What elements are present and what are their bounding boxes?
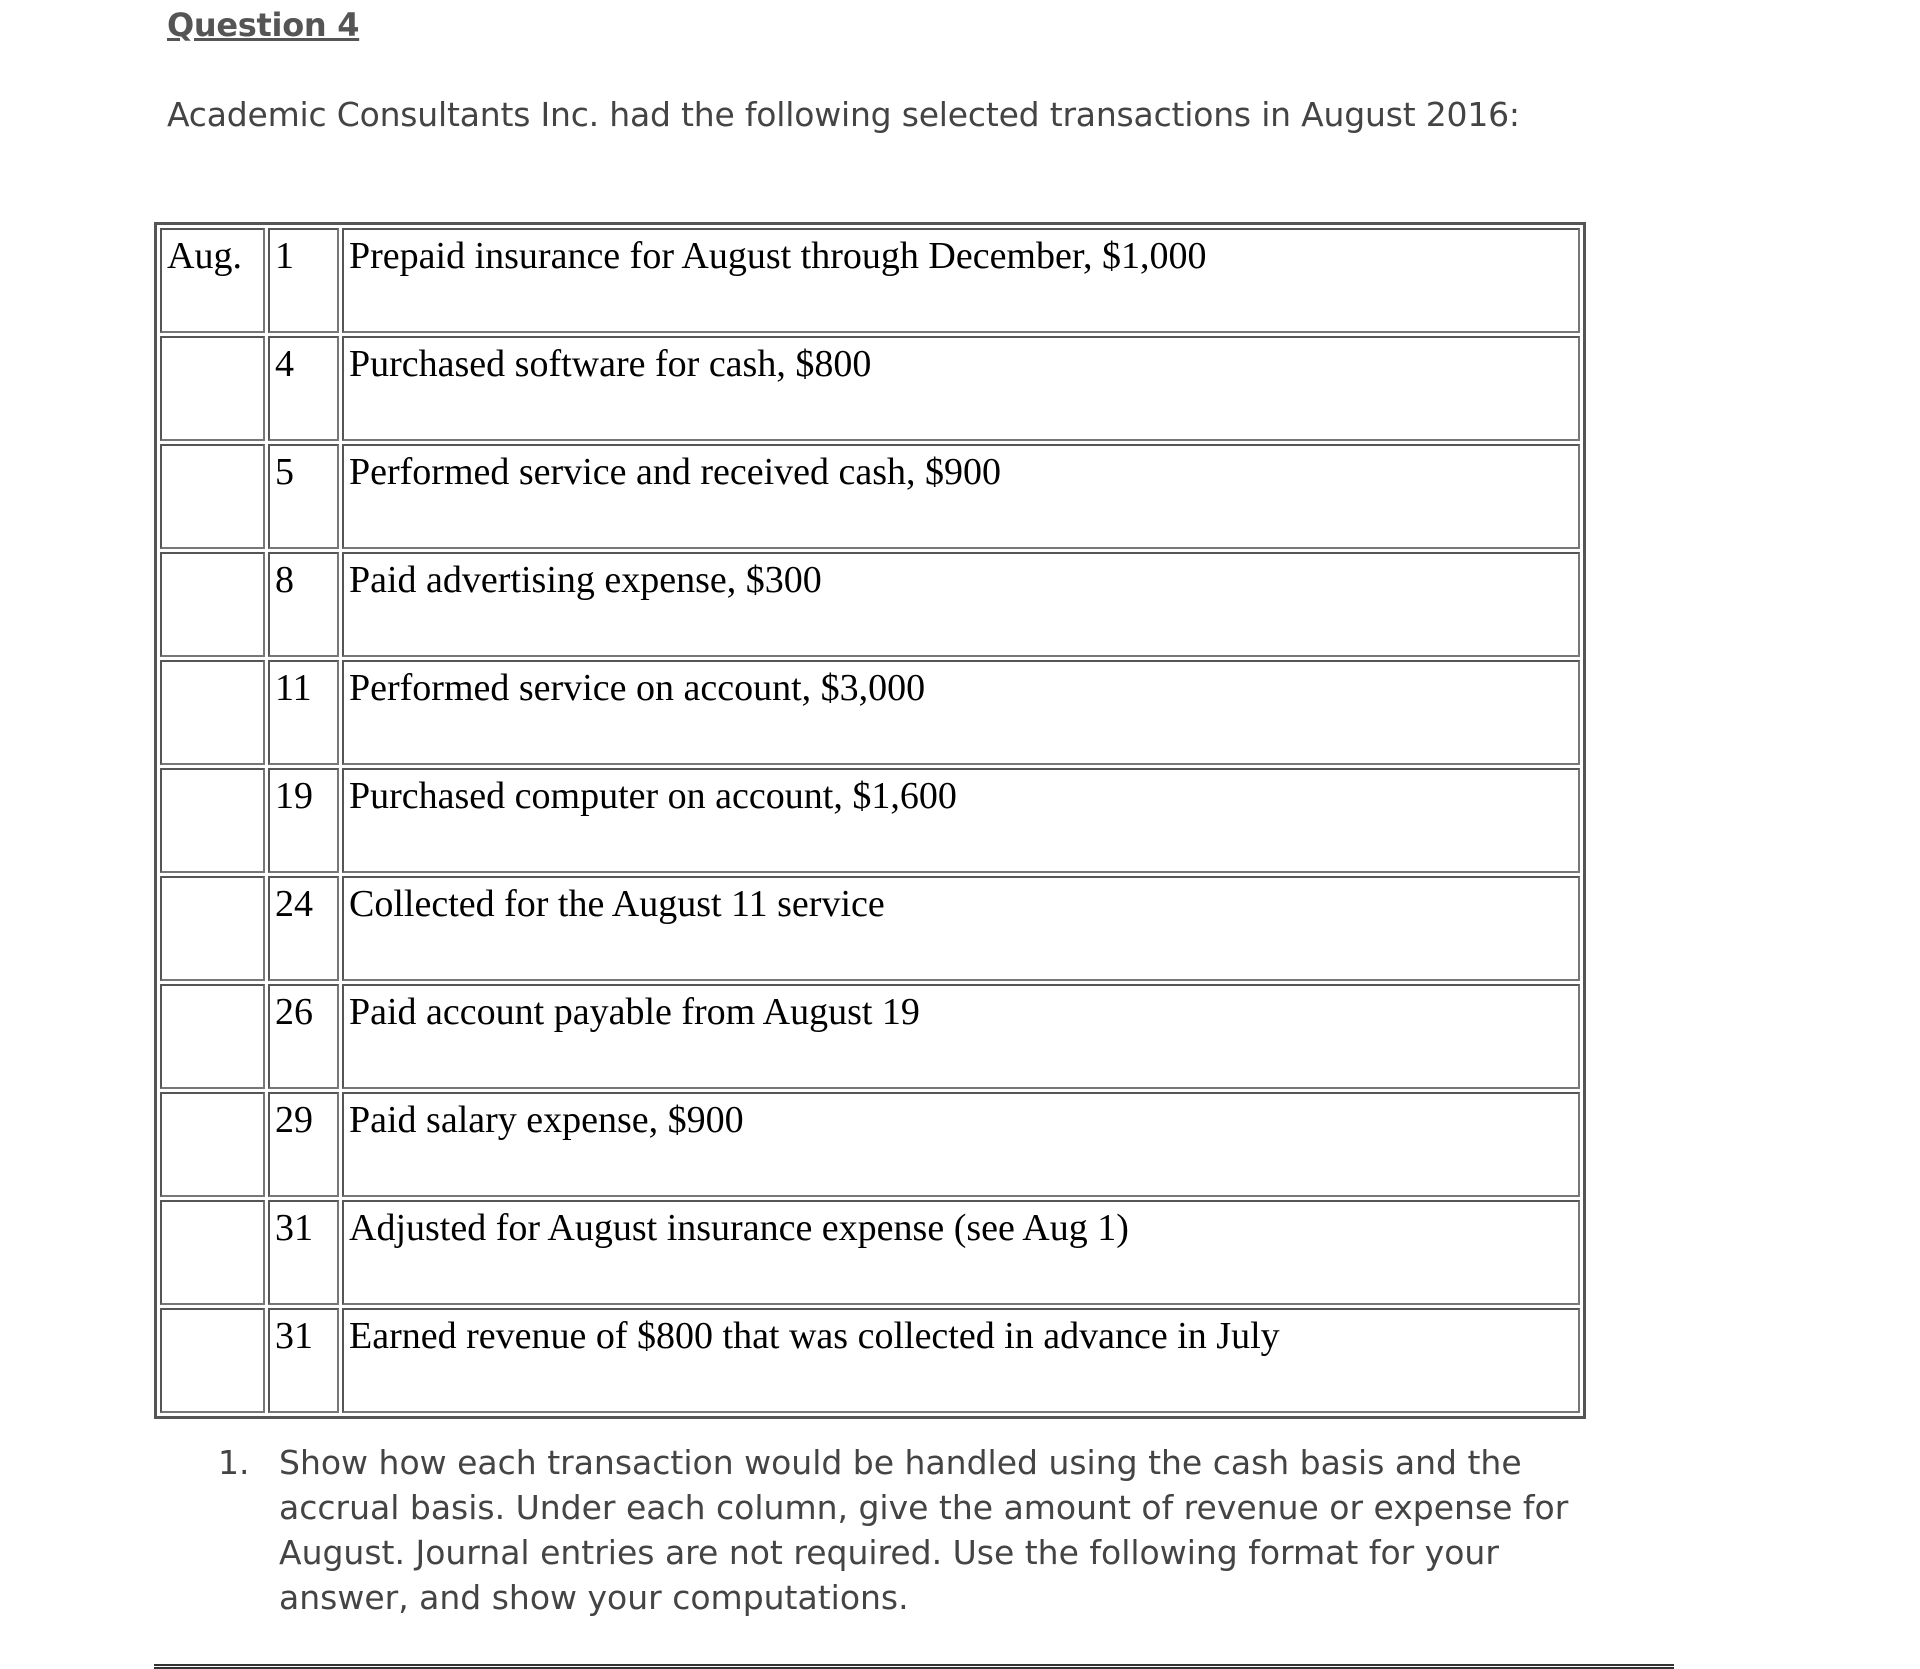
transaction-day: 4	[268, 336, 339, 441]
transaction-month	[160, 336, 265, 441]
transaction-description: Performed service on account, $3,000	[342, 660, 1580, 765]
transaction-month	[160, 552, 265, 657]
transaction-description: Paid account payable from August 19	[342, 984, 1580, 1089]
transaction-row	[160, 444, 1580, 549]
transaction-day: 31	[268, 1308, 339, 1413]
transaction-month	[160, 768, 265, 873]
transaction-day: 19	[268, 768, 339, 873]
instruction-number: 1.	[218, 1443, 250, 1482]
transaction-description: Adjusted for August insurance expense (see Aug 1)	[342, 1200, 1580, 1305]
transaction-row	[160, 336, 1580, 441]
transaction-day: 26	[268, 984, 339, 1089]
transaction-month	[160, 1092, 265, 1197]
transaction-row	[160, 228, 1580, 333]
transaction-month	[160, 876, 265, 981]
transaction-description: Purchased software for cash, $800	[342, 336, 1580, 441]
transaction-row	[160, 768, 1580, 873]
transaction-row	[160, 1308, 1580, 1413]
transaction-day: 29	[268, 1092, 339, 1197]
instructions-list	[218, 1440, 1638, 1620]
transaction-month	[160, 660, 265, 765]
transaction-day: 5	[268, 444, 339, 549]
question-title: Question 4	[167, 6, 360, 44]
transaction-month	[160, 444, 265, 549]
transaction-row	[160, 876, 1580, 981]
transaction-month	[160, 984, 265, 1089]
transaction-row	[160, 1200, 1580, 1305]
transaction-day: 8	[268, 552, 339, 657]
transaction-description: Performed service and received cash, $900	[342, 444, 1580, 549]
transaction-description: Collected for the August 11 service	[342, 876, 1580, 981]
instruction-item	[218, 1440, 1638, 1620]
transaction-description: Prepaid insurance for August through December, $1,000	[342, 228, 1580, 333]
transaction-month: Aug.	[160, 228, 265, 333]
transaction-description: Paid advertising expense, $300	[342, 552, 1580, 657]
question-intro: Academic Consultants Inc. had the following selected transactions in August 2016:	[167, 95, 1520, 134]
transaction-day: 24	[268, 876, 339, 981]
transaction-day: 31	[268, 1200, 339, 1305]
answer-table-top-border	[154, 1664, 1674, 1669]
transaction-month	[160, 1308, 265, 1413]
transaction-row	[160, 552, 1580, 657]
transaction-description: Earned revenue of $800 that was collected in advance in July	[342, 1308, 1580, 1413]
transaction-description: Paid salary expense, $900	[342, 1092, 1580, 1197]
transaction-day: 1	[268, 228, 339, 333]
transaction-row	[160, 660, 1580, 765]
transactions-table	[154, 222, 1586, 1419]
transaction-day: 11	[268, 660, 339, 765]
transaction-description: Purchased computer on account, $1,600	[342, 768, 1580, 873]
transaction-row	[160, 984, 1580, 1089]
instruction-text: Show how each transaction would be handled using the cash basis and the accrual basis. Under each column, give the amount of revenue or expense for August. Journal entries are not required. Use the following format for your answer, and show your computations.	[279, 1443, 1569, 1617]
transaction-month	[160, 1200, 265, 1305]
transaction-row	[160, 1092, 1580, 1197]
